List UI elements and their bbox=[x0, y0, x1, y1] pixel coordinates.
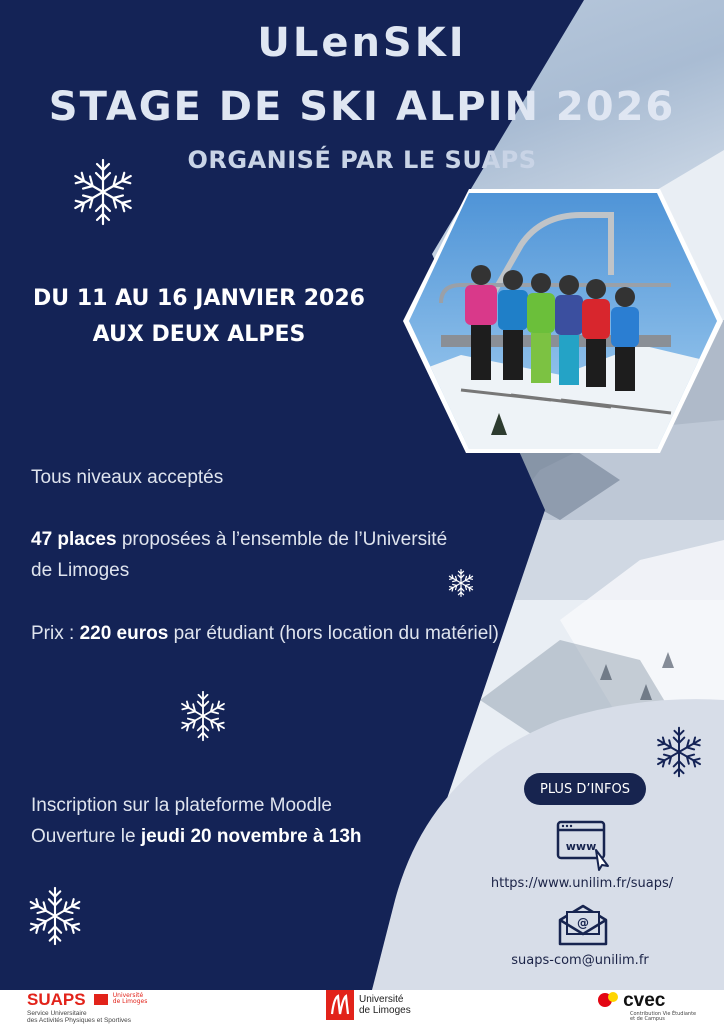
subtitle: STAGE DE SKI ALPIN 2026 bbox=[48, 84, 676, 130]
event-location: AUX DEUX ALPES bbox=[92, 322, 306, 347]
suaps-logo bbox=[27, 990, 147, 1024]
cvec-logo bbox=[598, 990, 696, 1022]
price-text bbox=[31, 618, 531, 649]
suaps-line1: Service Universitaire bbox=[27, 1010, 87, 1017]
opening-line bbox=[31, 821, 501, 852]
email-icon-text: @ bbox=[577, 916, 589, 930]
suaps-uni-1: Université bbox=[112, 992, 144, 999]
website-icon-text: www bbox=[565, 840, 597, 853]
snowflake-icon bbox=[178, 688, 228, 744]
snowflake-icon bbox=[26, 884, 84, 948]
suaps-uni-2: de Limoges bbox=[112, 998, 148, 1005]
snowflake-icon bbox=[446, 568, 476, 598]
suaps-mark-icon bbox=[94, 994, 108, 1005]
email-link[interactable]: suaps-com@unilim.fr bbox=[511, 953, 649, 968]
email-icon[interactable] bbox=[556, 904, 610, 948]
event-dates: DU 11 AU 16 JANVIER 2026 bbox=[33, 286, 365, 311]
cvec-line1: Contribution Vie Étudiante bbox=[630, 1011, 697, 1017]
university-logo bbox=[326, 990, 411, 1020]
organizer: ORGANISÉ PAR LE SUAPS bbox=[187, 146, 537, 174]
snowflake-icon bbox=[70, 156, 136, 228]
university-line2: de Limoges bbox=[359, 1005, 411, 1016]
cvec-name: cvec bbox=[623, 990, 666, 1011]
levels-text: Tous niveaux acceptés bbox=[31, 467, 224, 488]
opening-prefix: Ouverture le bbox=[31, 826, 141, 847]
registration-text bbox=[31, 790, 501, 852]
website-icon[interactable] bbox=[556, 820, 614, 872]
university-mark-icon bbox=[326, 990, 354, 1020]
title: ULenSKI bbox=[257, 20, 467, 66]
footer bbox=[0, 990, 724, 1024]
price-amount: 220 euros bbox=[79, 623, 169, 644]
opening-date: jeudi 20 novembre à 13h bbox=[140, 826, 362, 847]
website-link[interactable]: https://www.unilim.fr/suaps/ bbox=[490, 876, 674, 891]
cvec-yellow-dot-icon bbox=[608, 992, 618, 1002]
suaps-line2: des Activités Physiques et Sportives bbox=[27, 1017, 132, 1024]
places-text bbox=[31, 524, 451, 586]
snowflake-icon bbox=[654, 724, 704, 780]
price-prefix: Prix : bbox=[31, 623, 80, 644]
registration-line: Inscription sur la plateforme Moodle bbox=[31, 795, 332, 816]
university-line1: Université bbox=[359, 994, 404, 1005]
chairlift-photo bbox=[381, 185, 724, 457]
price-desc: par étudiant (hors location du matériel) bbox=[168, 623, 499, 644]
places-count: 47 places bbox=[31, 529, 117, 550]
places-desc: proposées à l’ensemble de l’Université de Limoges bbox=[31, 529, 448, 581]
suaps-name: SUAPS bbox=[27, 990, 86, 1009]
more-info-button[interactable]: PLUS D’INFOS bbox=[524, 773, 646, 805]
cvec-line2: et de Campus bbox=[630, 1016, 665, 1022]
